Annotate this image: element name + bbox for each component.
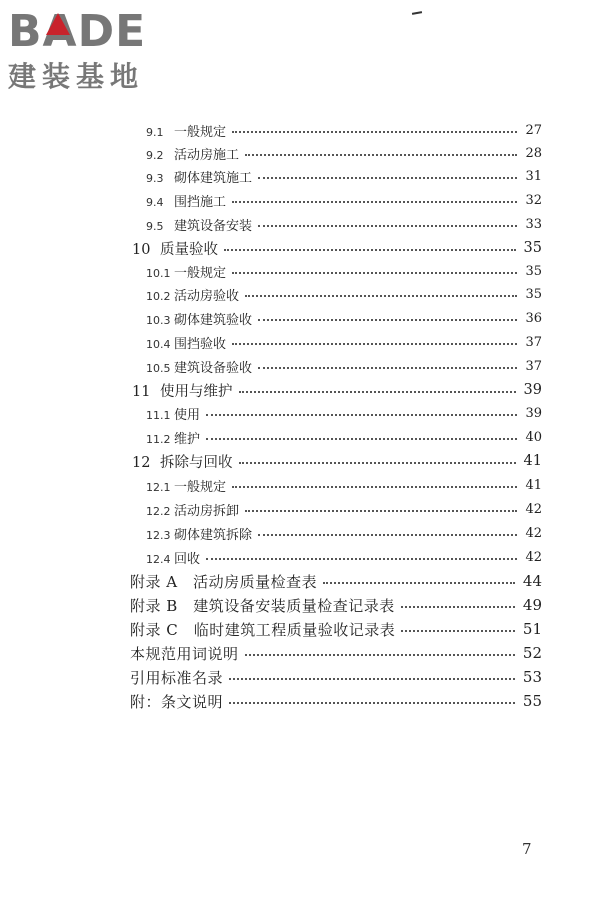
dot-leader <box>224 249 516 251</box>
toc-entry[interactable] <box>146 427 542 447</box>
toc-entry-label <box>132 238 218 259</box>
toc-entry-label <box>146 285 239 304</box>
toc-entry-title: 回收 <box>174 551 201 567</box>
toc-entry-page: 41 <box>523 453 542 469</box>
toc-entry[interactable] <box>146 356 542 376</box>
dot-leader <box>232 486 517 488</box>
toc-entry-page: 31 <box>525 168 542 184</box>
toc-entry-page: 52 <box>522 644 542 662</box>
toc-entry-title: 拆除与回收 <box>160 454 233 471</box>
bade-logo <box>8 8 178 108</box>
toc-entry-number: 12.2 <box>146 504 171 518</box>
toc-entry[interactable] <box>146 403 542 423</box>
toc-entry-page: 28 <box>525 145 542 161</box>
toc-entry-title: 活动房拆卸 <box>174 503 240 519</box>
toc-entry[interactable] <box>146 190 542 210</box>
toc-entry-page: 41 <box>525 477 542 493</box>
toc-entry-number: 11 <box>132 383 151 400</box>
dot-leader <box>206 558 517 560</box>
toc-entry-label <box>146 215 252 234</box>
toc-entry-page: 39 <box>523 382 542 398</box>
toc-entry-page: 37 <box>525 358 542 374</box>
toc-entry-label <box>130 691 223 712</box>
toc-entry-title: 附录 C 临时建筑工程质量验收记录表 <box>130 620 396 639</box>
logo-subtitle: 建装基地 <box>8 60 145 93</box>
toc-entry[interactable] <box>146 547 542 567</box>
toc-entry-title: 引用标准名录 <box>130 668 224 687</box>
toc-entry-page: 53 <box>522 668 542 686</box>
dot-leader <box>245 295 517 297</box>
toc-entry-label <box>146 121 226 140</box>
dot-leader <box>232 131 517 133</box>
toc-entry-number: 12 <box>132 454 151 471</box>
toc-entry-label <box>146 167 252 186</box>
toc-entry-number: 12.1 <box>146 480 171 494</box>
toc-entry[interactable] <box>130 691 542 711</box>
toc-entry[interactable] <box>132 451 542 471</box>
toc-entry[interactable] <box>146 261 542 281</box>
toc-entry-title: 质量验收 <box>160 241 218 258</box>
toc-entry-title: 本规范用词说明 <box>130 644 239 663</box>
toc-entry[interactable] <box>146 166 542 186</box>
toc-entry-page: 55 <box>522 692 542 710</box>
toc-entry-label <box>146 262 226 281</box>
dot-leader <box>229 702 515 704</box>
toc-entry-title: 维护 <box>174 431 201 447</box>
dot-leader <box>245 654 515 656</box>
toc-entry-page: 36 <box>525 310 542 326</box>
toc-entry-number: 12.3 <box>146 528 171 542</box>
dot-leader <box>245 154 517 156</box>
toc-entry-title: 建筑设备安装 <box>174 218 253 234</box>
toc-entry-label <box>146 476 226 495</box>
toc-entry[interactable] <box>146 214 542 234</box>
toc-entry-page: 39 <box>525 405 542 421</box>
toc-entry[interactable] <box>130 619 542 639</box>
dot-leader <box>232 272 517 274</box>
toc-entry[interactable] <box>130 595 542 615</box>
toc-entry-number: 10.1 <box>146 266 171 280</box>
toc-entry-number: 10.2 <box>146 289 171 303</box>
toc-entry[interactable] <box>130 667 542 687</box>
toc-entry-page: 27 <box>525 122 542 138</box>
toc-entry[interactable] <box>146 120 542 140</box>
toc-entry-number: 10.5 <box>146 361 171 375</box>
toc-entry-page: 40 <box>525 429 542 445</box>
toc-entry[interactable] <box>146 308 542 328</box>
dot-leader <box>401 606 515 608</box>
toc-entry-number: 10.4 <box>146 337 171 351</box>
toc-entry-number: 9.3 <box>146 171 164 185</box>
dot-leader <box>232 343 517 345</box>
toc-entry-label <box>146 548 200 567</box>
toc-entry[interactable] <box>130 571 542 591</box>
toc-entry-title: 附：条文说明 <box>130 692 224 711</box>
toc-entry-label <box>146 144 239 163</box>
toc-entry-title: 一般规定 <box>174 479 227 495</box>
toc-entry-title: 砌体建筑验收 <box>174 312 253 328</box>
toc-entry-title: 活动房施工 <box>174 147 240 163</box>
dot-leader <box>258 177 517 179</box>
toc-entry[interactable] <box>132 238 542 258</box>
toc-entry-label <box>146 309 252 328</box>
toc-entry-title: 使用与维护 <box>160 383 233 400</box>
toc-entry-label <box>130 619 395 640</box>
toc-entry-page: 35 <box>523 240 542 256</box>
toc-entry[interactable] <box>146 499 542 519</box>
toc-entry-label <box>146 191 226 210</box>
toc-entry-number: 9.5 <box>146 219 164 233</box>
toc-entry-label <box>132 380 233 401</box>
dot-leader <box>401 630 515 632</box>
toc-entry-number: 12.4 <box>146 552 171 566</box>
toc-entry-label <box>130 643 239 664</box>
toc-entry-title: 附录 B 建筑设备安装质量检查记录表 <box>130 596 395 615</box>
toc-entry[interactable] <box>146 332 542 352</box>
toc-entry-page: 42 <box>525 549 542 565</box>
toc-entry-number: 11.1 <box>146 408 171 422</box>
dot-leader <box>239 391 516 393</box>
toc-entry-label <box>146 500 239 519</box>
toc-entry-page: 49 <box>522 596 542 614</box>
toc-entry-page: 51 <box>522 620 542 638</box>
toc-entry-title: 使用 <box>174 407 201 423</box>
toc-entry[interactable] <box>146 143 542 163</box>
dot-leader <box>258 319 517 321</box>
toc-entry-page: 35 <box>525 263 542 279</box>
toc-entry-page: 32 <box>525 192 542 208</box>
dot-leader <box>323 582 515 584</box>
toc-entry-label <box>130 595 395 616</box>
toc-entry-page: 33 <box>525 216 542 232</box>
toc-entry-number: 10.3 <box>146 313 171 327</box>
toc-entry-title: 一般规定 <box>174 124 227 140</box>
toc-entry-title: 砌体建筑施工 <box>174 170 253 186</box>
toc-entry-label <box>146 404 200 423</box>
toc-entry-label <box>130 667 223 688</box>
toc-entry-title: 活动房验收 <box>174 288 240 304</box>
toc-entry[interactable] <box>146 475 542 495</box>
toc-entry[interactable] <box>130 643 542 663</box>
toc-entry-page: 42 <box>525 525 542 541</box>
dot-leader <box>229 678 515 680</box>
toc-entry-label <box>132 451 233 472</box>
dot-leader <box>206 438 517 440</box>
dot-leader <box>232 201 517 203</box>
toc-entry-title: 围挡验收 <box>174 336 227 352</box>
toc-entry-page: 42 <box>525 501 542 517</box>
toc-entry-title: 附录 A 活动房质量检查表 <box>130 572 318 591</box>
logo-wordmark: BADE <box>8 6 147 57</box>
toc-entry-title: 围挡施工 <box>174 194 227 210</box>
toc-entry[interactable] <box>146 523 542 543</box>
scan-mark <box>412 11 422 15</box>
toc-entry-label <box>146 524 252 543</box>
dot-leader <box>206 414 517 416</box>
dot-leader <box>258 225 517 227</box>
toc-entry-page: 35 <box>525 286 542 302</box>
toc-entry[interactable] <box>132 380 542 400</box>
toc-entry-number: 11.2 <box>146 432 171 446</box>
page-number: 7 <box>522 840 532 858</box>
dot-leader <box>245 510 517 512</box>
dot-leader <box>258 367 517 369</box>
toc-entry-number: 9.2 <box>146 148 164 162</box>
toc-entry[interactable] <box>146 284 542 304</box>
toc-entry-label <box>146 333 226 352</box>
toc-entry-title: 砌体建筑拆除 <box>174 527 253 543</box>
toc-entry-number: 10 <box>132 241 151 258</box>
logo-triangle-icon <box>46 13 70 35</box>
toc-entry-number: 9.4 <box>146 195 164 209</box>
toc-entry-number: 9.1 <box>146 125 164 139</box>
toc-entry-page: 44 <box>522 572 542 590</box>
toc-entry-label <box>146 357 252 376</box>
toc-entry-title: 建筑设备验收 <box>174 360 253 376</box>
dot-leader <box>239 462 516 464</box>
toc-entry-label <box>146 428 200 447</box>
toc-entry-page: 37 <box>525 334 542 350</box>
toc-entry-label <box>130 571 317 592</box>
toc-entry-title: 一般规定 <box>174 265 227 281</box>
dot-leader <box>258 534 517 536</box>
